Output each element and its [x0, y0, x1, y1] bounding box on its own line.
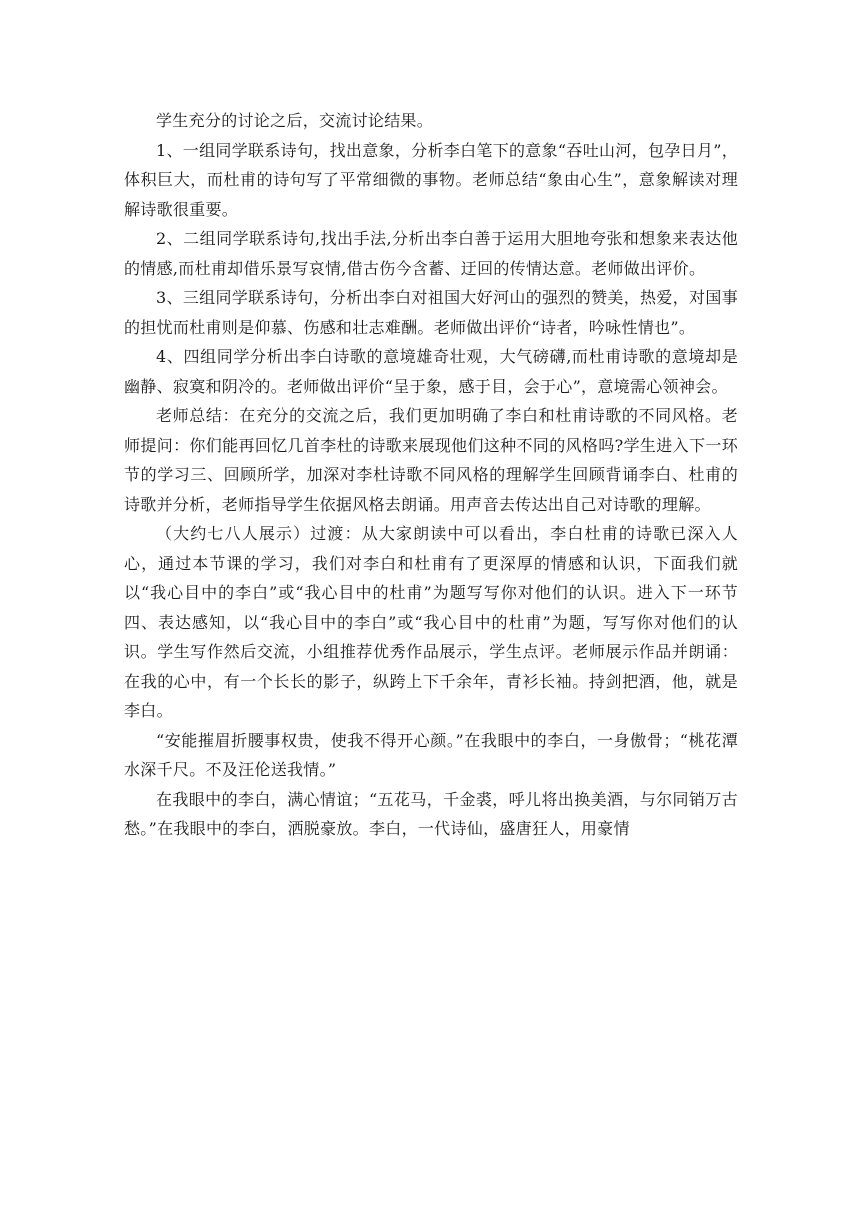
paragraph-group-4: 4、四组同学分析出李白诗歌的意境雄奇壮观，大气磅礴,而杜甫诗歌的意境却是幽静、寂寞和阴冷的。老师做出评价“呈于象，感于目，会于心”，意境需心领神会。 — [124, 347, 738, 396]
paragraph-transition: （大约七八人展示）过渡：从大家朗读中可以看出，李白杜甫的诗歌已深入人心，通过本节课的学习，我们对李白和杜甫有了更深厚的情感和认识，下面我们就以“我心目中的李白”或“我心目中的杜甫”为题写写你对他们的认识。进入下一环节四、表达感知，以“我心目中的李白”或“我心目中的杜甫”为题，写写你对他们的认识。学生写作然后交流，小组推荐优秀作品展示，学生点评。老师展示作品并朗诵：在我的心中，有一个长长的影子，纵跨上下千余年，青衫长袖。持剑把酒，他，就是李白。 — [124, 524, 738, 720]
paragraph-group-3: 3、三组同学联系诗句，分析出李白对祖国大好河山的强烈的赞美，热爱，对国事的担忧而杜甫则是仰慕、伤感和壮志难酬。老师做出评价“诗者，吟咏性情也”。 — [124, 288, 738, 337]
document-body — [124, 106, 738, 844]
paragraph-group-1: 1、一组同学联系诗句，找出意象，分析李白笔下的意象“吞吐山河，包孕日月”，体积巨大，而杜甫的诗句写了平常细微的事物。老师总结“象由心生”，意象解读对理解诗歌很重要。 — [124, 140, 738, 219]
paragraph-teacher-summary: 老师总结：在充分的交流之后，我们更加明确了李白和杜甫诗歌的不同风格。老师提问：你们能再回忆几首李杜的诗歌来展现他们这种不同的风格吗?学生进入下一环节的学习三、回顾所学，加深对李杜诗歌不同风格的理解学生回顾背诵李白、杜甫的诗歌并分析，老师指导学生依据风格去朗诵。用声音去传达出自己对诗歌的理解。 — [124, 406, 738, 514]
paragraph-intro: 学生充分的讨论之后，交流讨论结果。 — [156, 111, 434, 130]
paragraph-quote-1: “安能摧眉折腰事权贵，使我不得开心颜。”在我眼中的李白，一身傲骨；“桃花潭水深千尺。不及汪伦送我情。” — [124, 730, 738, 779]
paragraph-quote-2: 在我眼中的李白，满心情谊；“五花马，千金裘，呼儿将出换美酒，与尔同销万古愁。”在我眼中的李白，洒脱豪放。李白，一代诗仙，盛唐狂人，用豪情 — [124, 789, 738, 838]
paragraph-group-2: 2、二组同学联系诗句,找出手法,分析出李白善于运用大胆地夸张和想象来表达他的情感,而杜甫却借乐景写哀情,借古伤今含蓄、迂回的传情达意。老师做出评价。 — [124, 229, 738, 278]
